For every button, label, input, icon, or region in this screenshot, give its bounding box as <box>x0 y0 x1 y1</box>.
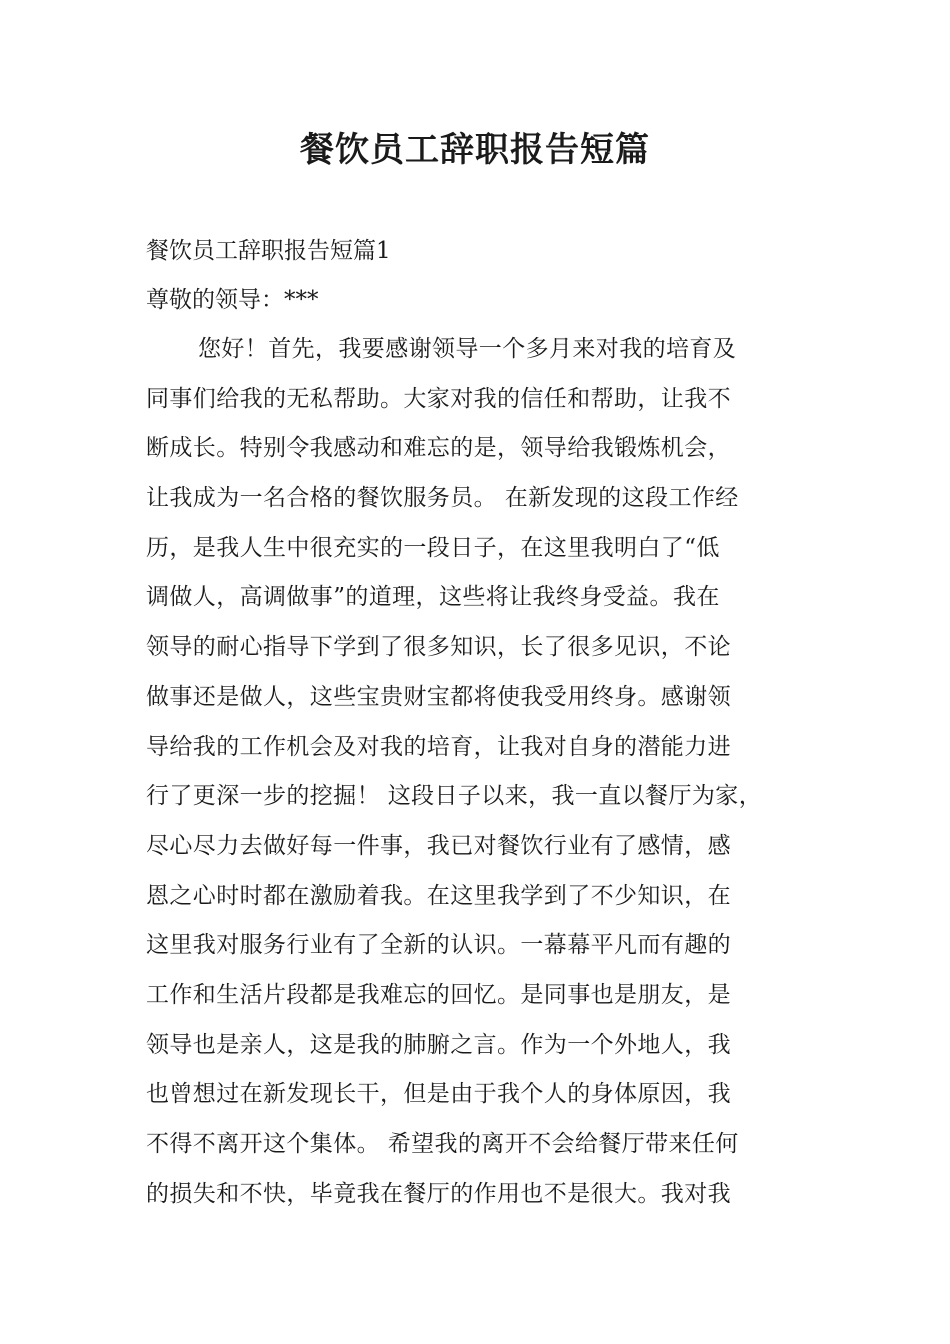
salutation: 尊敬的领导：*** <box>146 287 319 313</box>
body-line: 行了更深一步的挖掘！ 这段日子以来，我一直以餐厅为家， <box>146 783 763 810</box>
body-line: 这里我对服务行业有了全新的认识。一幕幕平凡而有趣的 <box>146 932 731 959</box>
body-line: 也曾想过在新发现长干，但是由于我个人的身体原因，我 <box>146 1081 731 1108</box>
body-line: 尽心尽力去做好每一件事，我已对餐饮行业有了感情，感 <box>146 832 731 859</box>
body-line: 调做人，高调做事”的道理，这些将让我终身受益。我在 <box>146 584 720 611</box>
body-line: 不得不离开这个集体。 希望我的离开不会给餐厅带来任何 <box>146 1131 739 1157</box>
body-line: 历，是我人生中很充实的一段日子，在这里我明白了“低 <box>146 534 720 561</box>
body-line: 领导也是亲人，这是我的肺腑之言。作为一个外地人，我 <box>146 1031 731 1058</box>
body-line: 您好！首先，我要感谢领导一个多月来对我的培育及 <box>198 336 737 362</box>
document-title: 餐饮员工辞职报告短篇 <box>300 130 650 170</box>
body-line: 让我成为一名合格的餐饮服务员。 在新发现的这段工作经 <box>146 485 739 512</box>
body-line: 做事还是做人，这些宝贵财宝都将使我受用终身。感谢领 <box>146 683 731 710</box>
body-line: 断成长。特别令我感动和难忘的是，领导给我锻炼机会， <box>146 435 731 462</box>
body-line: 恩之心时时都在激励着我。在这里我学到了不少知识，在 <box>146 882 731 909</box>
section-heading: 餐饮员工辞职报告短篇1 <box>146 238 391 264</box>
body-line: 同事们给我的无私帮助。大家对我的信任和帮助，让我不 <box>146 385 731 412</box>
body-line: 的损失和不快，毕竟我在餐厅的作用也不是很大。我对我 <box>146 1180 731 1207</box>
body-line: 领导的耐心指导下学到了很多知识，长了很多见识，不论 <box>146 634 731 661</box>
body-line: 工作和生活片段都是我难忘的回忆。是同事也是朋友，是 <box>146 981 731 1008</box>
body-line: 导给我的工作机会及对我的培育，让我对自身的潜能力进 <box>146 733 731 760</box>
body-text <box>146 326 836 1220</box>
